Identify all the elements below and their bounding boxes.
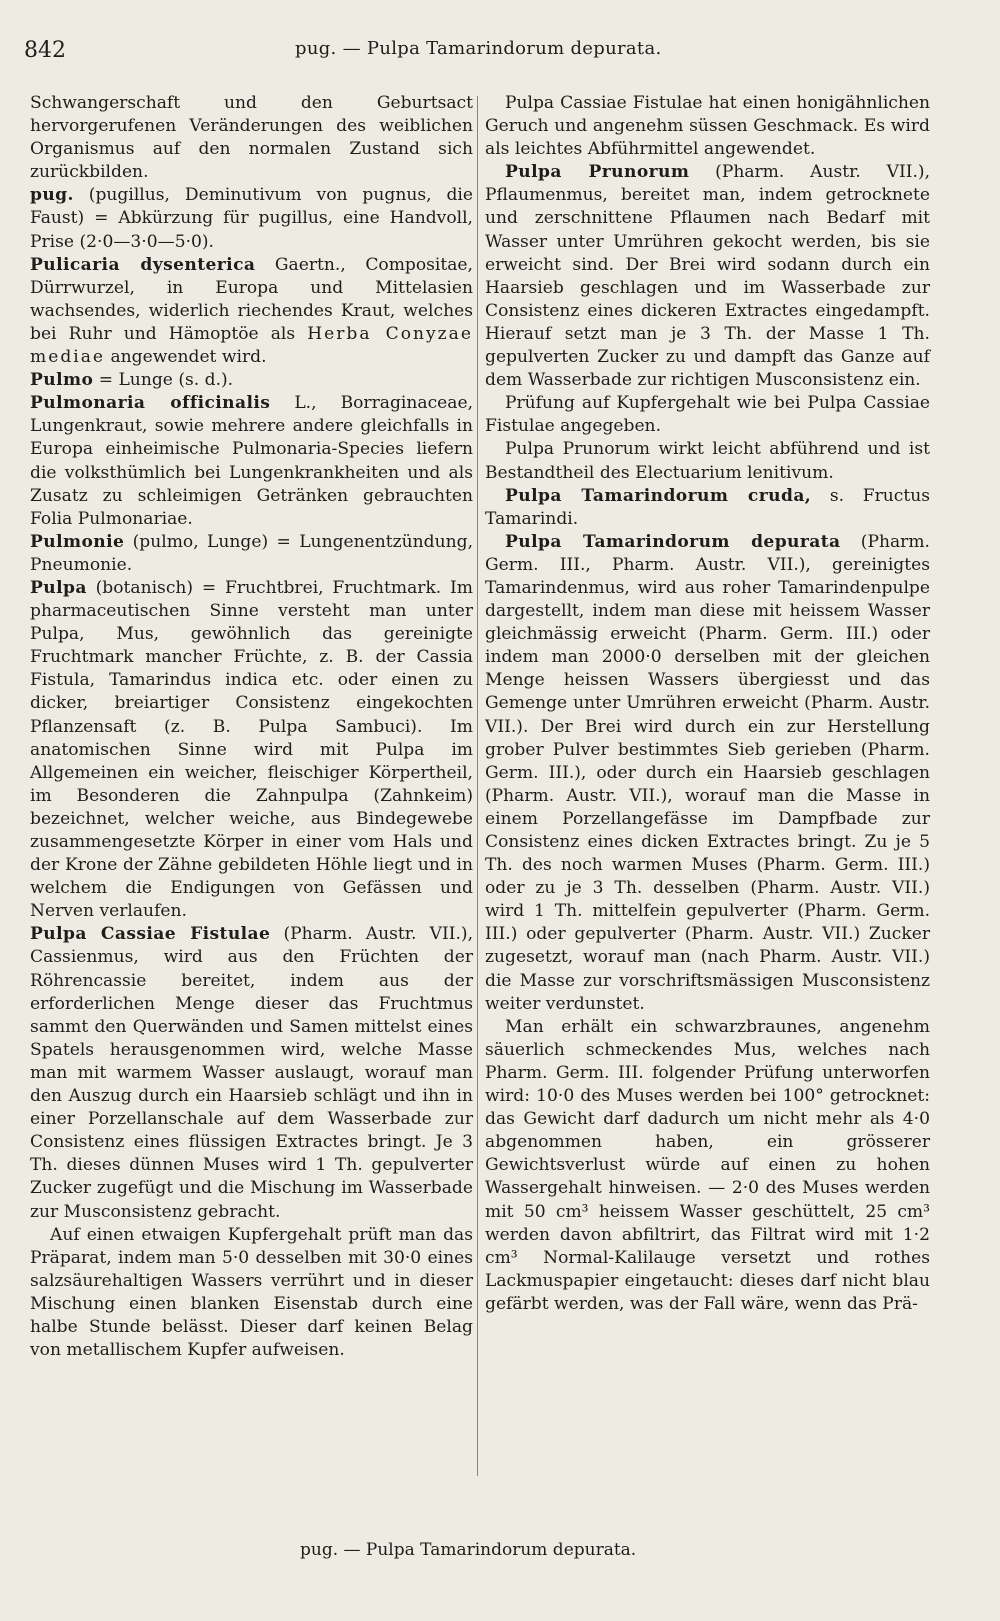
page-number: 842 (24, 38, 66, 63)
spaced-term: Herba Conyzae mediae (30, 323, 473, 368)
entry-pulpa: Pulpa (botanisch) = Fruchtbrei, Fruchtmark. Im pharmaceutischen Sinne versteht man unter Pulpa, Mus, gewöhnlich das gereinigte Fruchtmark mancher Früchte, z. B. der Cassia Fistula, Tamarindus indica etc. oder einen zu dicker, breiartiger Consistenz eingekochten Pflanzensaft (z. B. Pulpa Sambuci). Im anatomischen Sinne wird mit Pulpa im Allgemeinen ein weicher, fleischiger Körpertheil, im Besonderen die Zahnpulpa (Zahnkeim) bezeichnet, welcher weiche, aus Bindegewebe zusammengesetzte Körper in einer vom Hals und der Krone der Zähne gebildeten Höhle liegt und in welchem die Endigungen von Gefässen und Nerven verlaufen. (30, 577, 473, 922)
paragraph: Man erhält ein schwarzbraunes, angenehm säuerlich schmeckendes Mus, welches nach Pharm. Germ. III. folgender Prüfung unterworfen wird: 10·0 des Muses werden bei 100° getrocknet: das Gewicht darf dadurch um nicht mehr als 4·0 abgenommen haben, ein grösserer Gewichtsverlust würde auf einen zu hohen Wassergehalt hinweisen. — 2·0 des Muses werden mit 50 cm³ heissem Wasser geschüttelt, 25 cm³ werden davon abfiltrirt, das Filtrat wird mit 1·2 cm³ Normal-Kalilauge versetzt und rothes Lackmuspapier eingetaucht: dieses darf nicht blau gefärbt werden, was der Fall wäre, wenn das Prä- (485, 1016, 930, 1314)
headword: Pulmonaria officinalis (30, 393, 271, 414)
page-footer: pug. — Pulpa Tamarindorum depurata. (300, 1540, 637, 1560)
paragraph: Prüfung auf Kupfergehalt wie bei Pulpa Cassiae Fistulae angegeben. (485, 393, 930, 437)
page-header (0, 38, 1000, 70)
headword: Pulpa Prunorum (505, 162, 690, 183)
entry-pug: pug. (pugillus, Deminutivum von pugnus, die Faust) = Abkürzung für pugillus, eine Handvoll, Prise (2·0—3·0—5·0). (30, 185, 473, 252)
entry-pulmonie: Pulmonie (pulmo, Lunge) = Lungenentzündung, Pneumonie. (30, 531, 473, 575)
headword: Pulpa Cassiae Fistulae (30, 924, 271, 945)
paragraph: Auf einen etwaigen Kupfergehalt prüft man das Präparat, indem man 5·0 desselben mit 30·0 eines salzsäurehaltigen Wassers verrührt und in dieser Mischung einen blanken Eisenstab durch eine halbe Stunde belässt. Dieser darf keinen Belag von metallischem Kupfer aufweisen. (30, 1224, 473, 1361)
entry-pulpa-tamarindorum-depurata: Pulpa Tamarindorum depurata (Pharm. Germ. III., Pharm. Austr. VII.), gereinigtes Tamarindenmus, wird aus roher Tamarindenpulpe dargestellt, indem man diese mit heissem Wasser gleichmässig erweicht (Pharm. Germ. III.) oder indem man 2000·0 derselben mit der gleichen Menge heissen Wassers übergiesst und das Gemenge unter Umrühren erweicht (Pharm. Austr. VII.). Der Brei wird durch ein zur Herstellung grober Pulver bestimmtes Sieb gerieben (Pharm. Germ. III.), oder durch ein Haarsieb geschlagen (Pharm. Austr. VII.), worauf man die Masse in einem Porzellangefässe im Dampfbade zur Consistenz eines dicken Extractes bringt. Zu je 5 Th. des noch warmen Muses (Pharm. Germ. III.) oder zu je 3 Th. desselben (Pharm. Austr. VII.) wird 1 Th. mittelfein gepulverter (Pharm. Germ. III.) oder gepulverter (Pharm. Austr. VII.) Zucker zugesetzt, worauf man (nach Pharm. Austr. VII.) die Masse zur vorschriftsmässigen Musconsistenz weiter verdunstet. (485, 531, 930, 1014)
headword: Pulpa Tamarindorum depurata (505, 531, 841, 552)
entry-continuation: Schwangerschaft und den Geburtsact hervorgerufenen Veränderungen des weiblichen Organismus auf den normalen Zustand sich zurückbilden. (30, 93, 473, 183)
headword: Pulpa Tamarindorum cruda, (505, 485, 812, 506)
headword: Pulmonie (30, 531, 125, 552)
headword: Pulicaria dysenterica (30, 254, 256, 275)
headword: Pulpa (30, 577, 87, 598)
entry-pulpa-prunorum: Pulpa Prunorum (Pharm. Austr. VII.), Pflaumenmus, bereitet man, indem getrocknete und zerschnittene Pflaumen nach Bedarf mit Wasser unter Umrühren gekocht werden, bis sie erweicht sind. Der Brei wird sodann durch ein Haarsieb geschlagen und im Wasserbade zur Consistenz eines dickeren Extractes eingedampft. Hierauf setzt man je 3 Th. der Masse 1 Th. gepulverten Zucker zu und dampft das Ganze auf dem Wasserbade zur richtigen Musconsistenz ein. (485, 162, 931, 391)
paragraph: Pulpa Cassiae Fistulae hat einen honigähnlichen Geruch und angenehm süssen Geschmack. Es wird als leichtes Abführmittel angewendet. (485, 93, 930, 160)
column-divider (477, 96, 478, 1476)
entry-pulpa-cassiae: Pulpa Cassiae Fistulae (Pharm. Austr. VII.), Cassienmus, wird aus den Früchten der Röhrencassie bereitet, indem aus der erforderlichen Menge dieser das Fruchtmus sammt den Querwänden und Samen mittelst eines Spatels herausgenommen wird, welche Masse man mit warmem Wasser auslaugt, worauf man den Auszug durch ein Haarsieb schlägt und ihn in einer Porzellanschale auf dem Wasserbade zur Consistenz eines flüssigen Extractes bringt. Je 3 Th. dieses dünnen Muses wird 1 Th. gepulverter Zucker zugefügt und die Mischung im Wasserbade zur Musconsistenz gebracht. (30, 924, 474, 1222)
entry-pulicaria: Pulicaria dysenterica Gaertn., Compositae, Dürrwurzel, in Europa und Mittelasien wachsendes, widerlich riechendes Kraut, welches bei Ruhr und Hämoptöe als Herba Conyzae mediae angewendet wird. (30, 254, 473, 368)
entry-pulpa-tamarindorum-cruda: Pulpa Tamarindorum cruda, s. Fructus Tamarindi. (485, 485, 930, 529)
right-column (485, 92, 930, 1316)
entry-pulmonaria: Pulmonaria officinalis L., Borraginaceae, Lungenkraut, sowie mehrere andere gleichfalls in Europa einheimische Pulmonaria-Species liefern die volksthümlich bei Lungenkrankheiten und als Zusatz zu schleimigen Getränken gebrauchten Folia Pulmonariae. (30, 393, 474, 529)
paragraph: Pulpa Prunorum wirkt leicht abführend und ist Bestandtheil des Electuarium lenitivum. (485, 439, 930, 483)
headword: Pulmo (30, 370, 94, 391)
entry-pulmo: Pulmo = Lunge (s. d.). (30, 370, 234, 391)
running-head: pug. — Pulpa Tamarindorum depurata. (295, 38, 662, 59)
headword: pug. (30, 185, 74, 206)
left-column (30, 92, 473, 1362)
